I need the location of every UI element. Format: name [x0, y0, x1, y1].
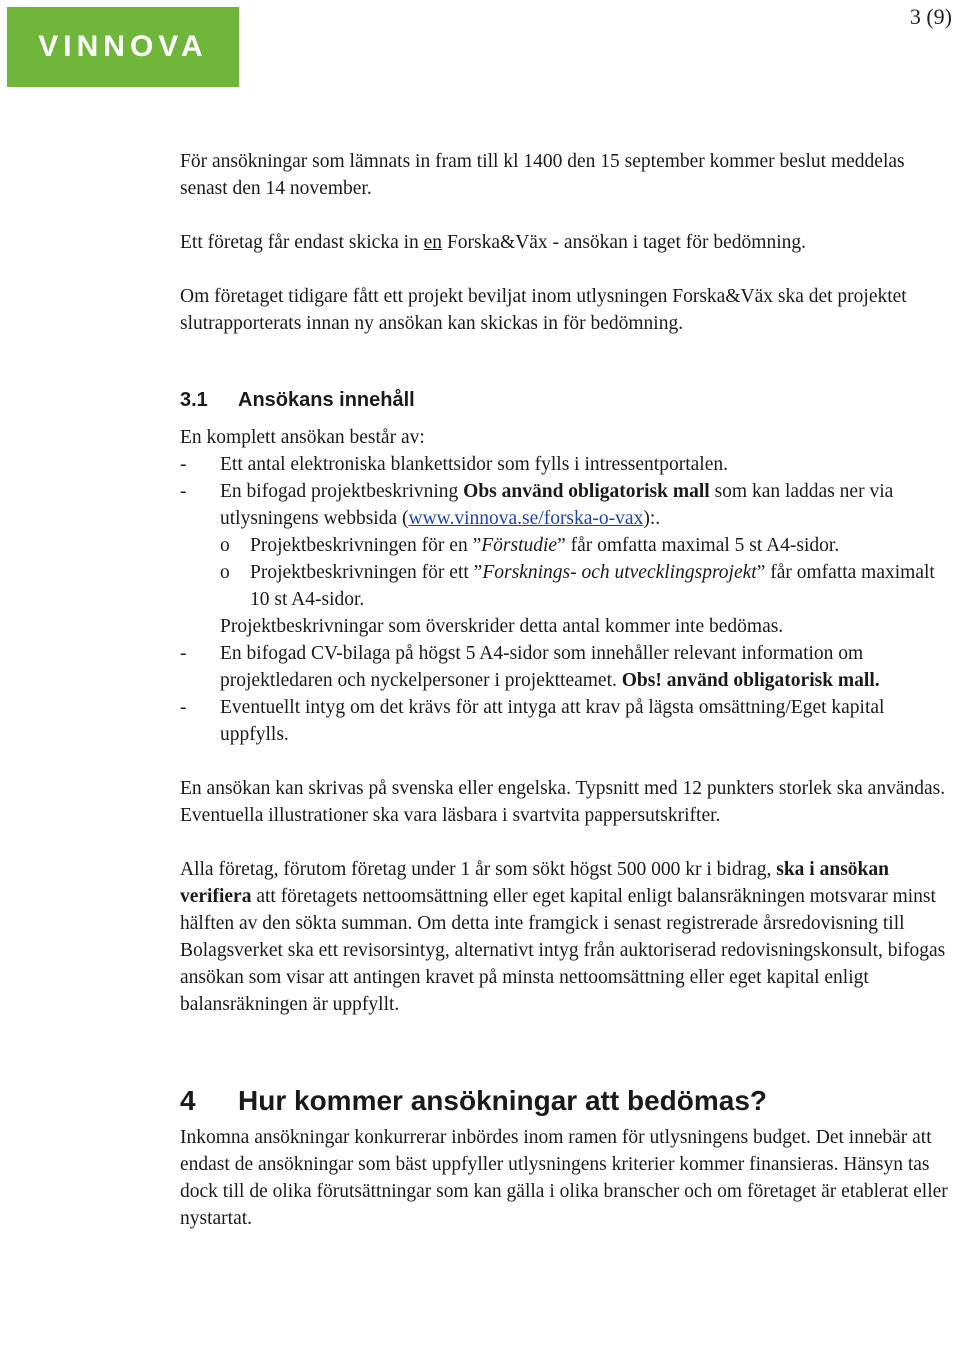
list-item-text: Eventuellt intyg om det krävs för att intyga att krav på lägsta omsättning/Eget kapital uppfylls.	[220, 697, 885, 745]
section-3-1-title: Ansökans innehåll	[238, 389, 415, 411]
list-item	[180, 451, 952, 478]
item3-bold: Obs! använd obligatorisk mall.	[621, 670, 880, 691]
dash-bullet: -	[180, 454, 187, 475]
dash-bullet: -	[180, 697, 187, 718]
intro-p2-underlined: en	[423, 232, 443, 253]
item2-bold: Obs använd obligatorisk mall	[463, 481, 710, 502]
dash-bullet: -	[180, 643, 187, 664]
sub2-before: Projektbeskrivningen för ett ”	[250, 562, 483, 583]
verification-before: Alla företag, förutom företag under 1 år som sökt högst 500 000 kr i bidrag,	[180, 859, 777, 880]
verification-paragraph	[180, 856, 952, 1018]
verification-bold: ska i ansökan verifiera	[180, 859, 889, 907]
sublist-item	[180, 532, 952, 559]
dash-bullet: -	[180, 481, 187, 502]
item2-note: Projektbeskrivningar som överskrider detta antal kommer inte bedömas.	[220, 616, 784, 637]
sub2-after: ” får omfatta maximalt 10 st A4-sidor.	[250, 562, 935, 610]
vinnova-logo	[7, 7, 239, 87]
list-item-text: Ett antal elektroniska blankettsidor som fylls i intressentportalen.	[220, 454, 728, 475]
application-contents-list	[180, 451, 952, 748]
sub1-before: Projektbeskrivningen för en ”	[250, 535, 482, 556]
intro-paragraph-previous-project: Om företaget tidigare fått ett projekt beviljat inom utlysningen Forska&Väx ska det projektet slutrapporterats innan ny ansökan kan skickas in för bedömning.	[180, 286, 907, 334]
list-item	[180, 694, 952, 748]
section-3-1-number: 3.1	[180, 389, 208, 411]
item3-text: En bifogad CV-bilaga på högst 5 A4-sidor som innehåller relevant information om projektledaren och nyckelpersoner i projektteamet.	[220, 643, 864, 691]
circle-bullet: o	[220, 535, 230, 556]
intro-paragraph-one-application	[180, 229, 952, 256]
intro-p2-before: Ett företag får endast skicka in	[180, 232, 424, 253]
list-item	[180, 478, 952, 640]
sub1-after: ” får omfatta maximal 5 st A4-sidor.	[557, 535, 840, 556]
sublist-item	[180, 559, 952, 613]
section-4-heading	[180, 1084, 952, 1118]
intro-paragraph-deadline: För ansökningar som lämnats in fram till kl 1400 den 15 september kommer beslut meddelas senast den 14 november.	[180, 151, 905, 199]
section-3-1-heading	[180, 387, 952, 414]
sub2-italic: Forsknings- och utvecklingsprojekt	[482, 562, 757, 583]
language-paragraph: En ansökan kan skrivas på svenska eller engelska. Typsnitt med 12 punkters storlek ska användas. Eventuella illustrationer ska vara läsbara i svartvita pappersutskrifter.	[180, 778, 946, 826]
forska-o-vax-link[interactable]: www.vinnova.se/forska-o-vax	[408, 508, 644, 529]
item2-after: ):.	[643, 508, 661, 529]
section-3-1-lead: En komplett ansökan består av:	[180, 427, 425, 448]
section-4-title: Hur kommer ansökningar att bedömas?	[238, 1085, 768, 1116]
sub1-italic: Förstudie	[481, 535, 558, 556]
document-body	[180, 148, 952, 1232]
intro-p2-after: Forska&Väx - ansökan i taget för bedömning.	[442, 232, 806, 253]
item2-mid: som kan laddas ner via utlysningens webbsida (	[220, 481, 894, 529]
circle-bullet: o	[220, 562, 230, 583]
verification-after: att företagets nettoomsättning eller eget kapital enligt balansräkningen motsvarar minst hälften av den sökta summan. Om detta inte framgick i senast registrerade årsredovisning till Bolagsverket ska ett revisorsintyg, alternativt intyg från auktoriserad redovisningskonsult, bifogas ansökan som visar att antingen kravet på minsta nettoomsättning eller eget kapital enligt balansräkningen är uppfyllt.	[180, 886, 946, 1015]
project-description-sublist	[180, 532, 952, 613]
logo-text: VINNOVA	[38, 30, 208, 63]
page-number: 3 (9)	[909, 4, 952, 29]
list-item	[180, 640, 952, 694]
section-4-paragraph: Inkomna ansökningar konkurrerar inbördes inom ramen för utlysningens budget. Det innebär att endast de ansökningar som bäst uppfyller utlysningens kriterier kommer finansieras. Hänsyn tas dock till de olika förutsättningar som kan gälla i olika branscher och om företaget är etablerat eller nystartat.	[180, 1127, 948, 1229]
section-4-number: 4	[180, 1085, 196, 1116]
item2-before: En bifogad projektbeskrivning	[220, 481, 464, 502]
